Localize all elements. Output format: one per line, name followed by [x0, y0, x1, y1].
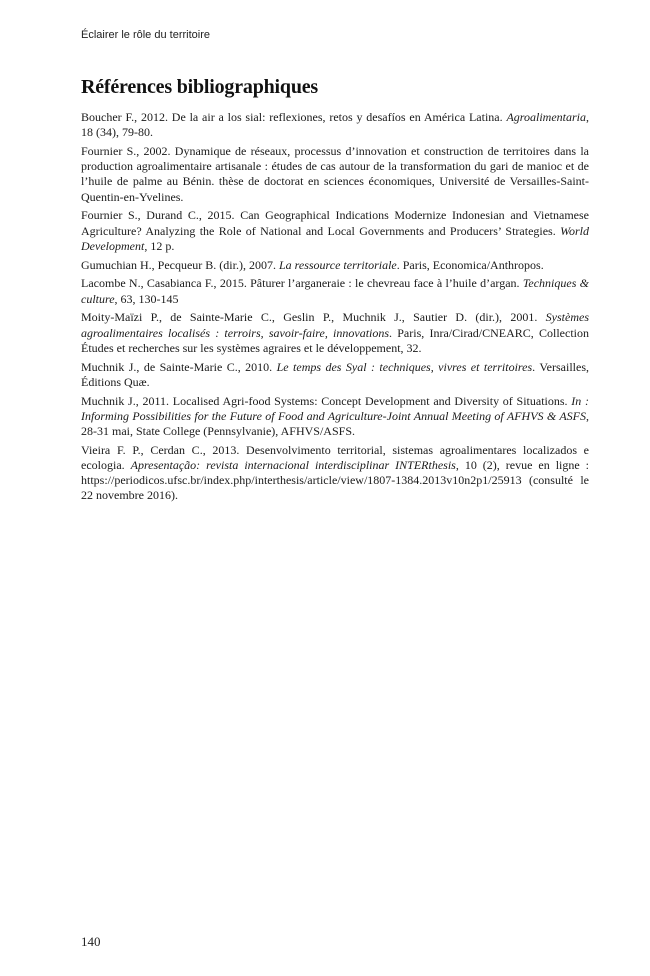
- reference-item: Moity-Maïzi P., de Sainte-Marie C., Geslin P., Muchnik J., Sautier D. (dir.), 2001. Systèmes agroalimentaires localisés : terroirs, savoir-faire, innovations. Paris, Inra/Cirad/CNEARC, Collection Études et recherches sur les systèmes agraires et le développement, 32.: [81, 310, 590, 355]
- reference-list: [81, 110, 589, 507]
- reference-item: Fournier S., Durand C., 2015. Can Geographical Indications Modernize Indonesian and Vietnamese Agriculture? Analyzing the Role of National and Local Governments and Producers’ Strategies. World Development, 12 p.: [81, 208, 589, 253]
- section-title: Références bibliographiques: [81, 76, 319, 98]
- reference-item: Gumuchian H., Pecqueur B. (dir.), 2007. La ressource territoriale. Paris, Economica/Anthropos.: [81, 257, 544, 272]
- running-header: Éclairer le rôle du territoire: [81, 29, 210, 41]
- reference-item: Lacombe N., Casabianca F., 2015. Pâturer l’arganeraie : le chevreau face à l’huile d’argan. Techniques & culture, 63, 130-145: [81, 276, 590, 306]
- reference-item: Fournier S., 2002. Dynamique de réseaux, processus d’innovation et construction de territoires dans la production agroalimentaire artisanale : études de cas autour de la transformation du gari de manioc et de l’huile de palme au Bénin. thèse de doctorat en sciences économiques, Université de Versailles-Saint-Quentin-en-Yvelines.: [81, 144, 589, 204]
- reference-item: Vieira F. P., Cerdan C., 2013. Desenvolvimento territorial, sistemas agroalimentares localizados e ecologia. Apresentação: revista internacional interdisciplinar INTERthesis, 10 (2), revue en ligne : https://periodicos.ufsc.br/index.php/interthesis/article/view/1807-1384.2013v10n2p1/25913 (consulté le 22 novembre 2016).: [81, 442, 590, 503]
- reference-item: Muchnik J., 2011. Localised Agri-food Systems: Concept Development and Diversity of Situations. In : Informing Possibilities for the Future of Food and Agriculture-Joint Annual Meeting of AFHVS & ASFS, 28-31 mai, State College (Pennsylvanie), AFHVS/ASFS.: [81, 393, 589, 439]
- page-number: 140: [81, 934, 101, 949]
- reference-item: Boucher F., 2012. De la air a los sial: reflexiones, retos y desafíos en América Latina. Agroalimentaria, 18 (34), 79-80.: [81, 110, 589, 140]
- reference-item: Muchnik J., de Sainte-Marie C., 2010. Le temps des Syal : techniques, vivres et territoires. Versailles, Éditions Quæ.: [81, 359, 589, 389]
